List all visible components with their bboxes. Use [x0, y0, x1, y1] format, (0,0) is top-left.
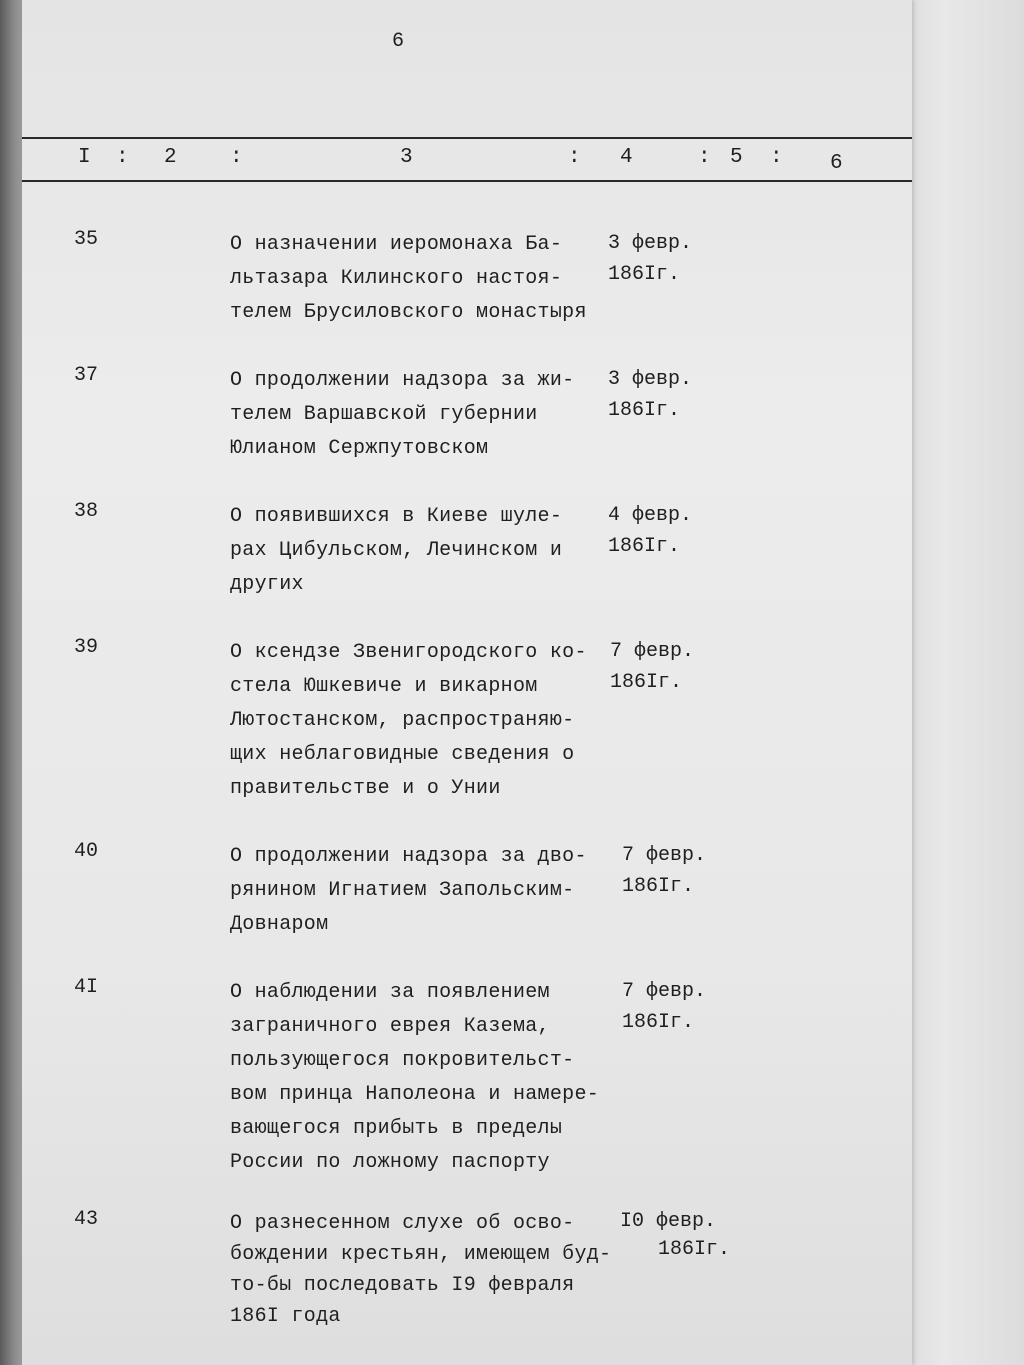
description-line: бождении крестьян, имеющем буд-: [230, 1243, 612, 1266]
entry-number: 40: [74, 840, 99, 863]
description-line: О продолжении надзора за жи-: [230, 369, 575, 392]
entry-description: [230, 500, 562, 602]
header-rule-top: [22, 137, 912, 139]
description-line: О наблюдении за появлением: [230, 981, 550, 1004]
entry-date: [622, 840, 706, 902]
entry-description: [230, 364, 574, 466]
description-line: 186I года: [230, 1305, 341, 1328]
entry-number: 4I: [74, 976, 99, 999]
entry-date: [622, 976, 706, 1038]
description-line: Лютостанском, распространяю-: [230, 709, 575, 732]
date-year: 186Iг.: [622, 1011, 695, 1034]
date-day: 7 февр.: [622, 980, 707, 1003]
description-line: заграничного еврея Казема,: [230, 1015, 550, 1038]
description-line: стела Юшкевиче и викарном: [230, 675, 538, 698]
date-year: 186Iг.: [622, 875, 695, 898]
description-line: то-бы последовать I9 февраля: [230, 1274, 575, 1297]
date-day: 7 февр.: [622, 844, 707, 867]
description-line: пользующегося покровительст-: [230, 1049, 575, 1072]
column-header-6: 6: [830, 152, 843, 175]
column-header-5: 5: [730, 146, 743, 169]
description-line: Юлианом Сержпутовском: [230, 437, 489, 460]
description-line: льтазара Килинского настоя-: [230, 267, 563, 290]
column-separator: :: [230, 146, 243, 169]
entry-description: [230, 976, 599, 1180]
description-line: щих неблаговидные сведения о: [230, 743, 575, 766]
date-day: I0 февр.: [620, 1210, 717, 1233]
description-line: вом принца Наполеона и намере-: [230, 1083, 600, 1106]
entry-number: 37: [74, 364, 99, 387]
description-line: О разнесенном слухе об осво-: [230, 1212, 575, 1235]
column-header-4: 4: [620, 146, 633, 169]
entry-number: 43: [74, 1208, 99, 1231]
entry-number: 38: [74, 500, 99, 523]
description-line: О продолжении надзора за дво-: [230, 845, 587, 868]
description-line: России по ложному паспорту: [230, 1151, 550, 1174]
description-line: Довнаром: [230, 913, 329, 936]
entry-date: [608, 364, 692, 426]
date-year: 186Iг.: [610, 671, 683, 694]
column-separator: :: [116, 146, 129, 169]
date-year: 186Iг.: [608, 399, 681, 422]
description-line: телем Брусиловского монастыря: [230, 301, 587, 324]
column-separator: :: [568, 146, 581, 169]
page-number: 6: [392, 30, 405, 53]
entry-description: [230, 840, 587, 942]
entry-description: [230, 1208, 611, 1332]
entry-date: [608, 500, 692, 562]
entry-description: [230, 228, 587, 330]
description-line: рянином Игнатием Запольским-: [230, 879, 575, 902]
description-line: правительстве и о Унии: [230, 777, 501, 800]
description-line: других: [230, 573, 304, 596]
header-rule-bottom: [22, 180, 912, 182]
description-line: О ксендзе Звенигородского ко-: [230, 641, 587, 664]
column-header-1: I: [78, 146, 91, 169]
column-separator: :: [698, 146, 711, 169]
column-header-3: 3: [400, 146, 413, 169]
entry-description: [230, 636, 587, 806]
description-line: О появившихся в Киеве шуле-: [230, 505, 563, 528]
column-separator: :: [770, 146, 783, 169]
entry-number: 39: [74, 636, 99, 659]
entry-date: [620, 1208, 730, 1264]
date-year: 186Iг.: [608, 535, 681, 558]
date-year: 186Iг.: [608, 263, 681, 286]
date-year: 186Iг.: [658, 1238, 731, 1261]
entry-date: [608, 228, 692, 290]
column-header-2: 2: [164, 146, 177, 169]
description-line: О назначении иеромонаха Ба-: [230, 233, 563, 256]
date-day: 7 февр.: [610, 640, 695, 663]
description-line: вающегося прибыть в пределы: [230, 1117, 563, 1140]
entry-date: [610, 636, 694, 698]
date-day: 3 февр.: [608, 368, 693, 391]
date-day: 4 февр.: [608, 504, 693, 527]
date-day: 3 февр.: [608, 232, 693, 255]
description-line: рах Цибульском, Лечинском и: [230, 539, 563, 562]
document-page: [22, 0, 912, 1365]
description-line: телем Варшавской губернии: [230, 403, 538, 426]
entry-number: 35: [74, 228, 99, 251]
